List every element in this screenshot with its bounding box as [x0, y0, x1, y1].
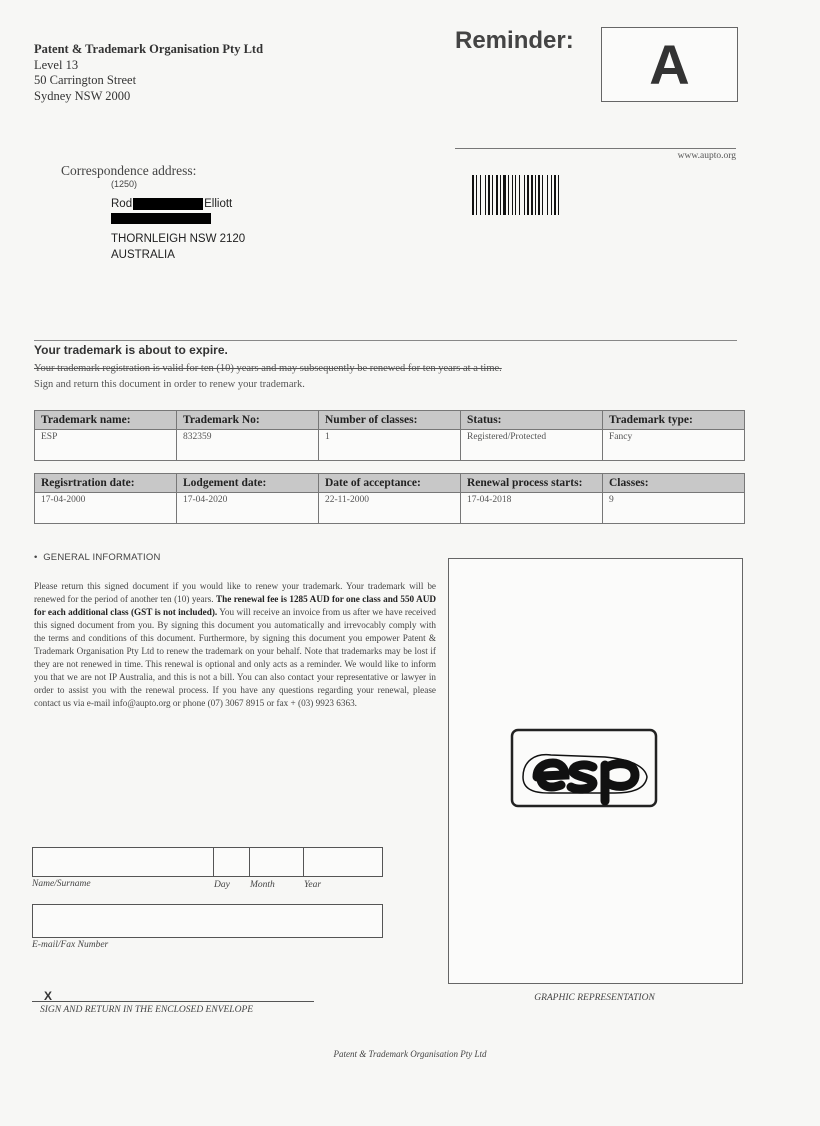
correspondence-title: Correspondence address: — [61, 163, 197, 178]
value-renewal-process-starts: 17-04-2018 — [461, 493, 603, 524]
sender-address — [34, 42, 263, 104]
value-status: Registered/Protected — [461, 430, 603, 461]
sender-line1: Level 13 — [34, 57, 79, 72]
month-field[interactable] — [249, 847, 304, 877]
signature-line[interactable] — [32, 1001, 314, 1002]
graphic-representation-label: GRAPHIC REPRESENTATION — [534, 993, 655, 1003]
correspondence-country: AUSTRALIA — [111, 248, 175, 261]
esp-logo-icon — [509, 727, 659, 811]
signature-mark: X — [44, 989, 53, 1003]
value-number-of-classes: 1 — [319, 430, 461, 461]
website-link[interactable]: www.aupto.org — [677, 151, 736, 161]
header-divider — [455, 148, 736, 149]
day-label: Day — [214, 880, 230, 890]
expire-text — [34, 361, 502, 393]
header-status: Status: — [461, 411, 603, 430]
email-fax-label: E-mail/Fax Number — [32, 940, 109, 950]
table-row — [35, 430, 745, 461]
value-trademark-no: 832359 — [177, 430, 319, 461]
value-classes: 9 — [603, 493, 745, 524]
header-classes: Classes: — [603, 474, 745, 493]
correspondence-last-name: Elliott — [204, 198, 233, 211]
correspondence-city-block — [111, 232, 245, 263]
table-header-row — [35, 411, 745, 430]
header-number-of-classes: Number of classes: — [319, 411, 461, 430]
header-trademark-type: Trademark type: — [603, 411, 745, 430]
correspondence-city: THORNLEIGH NSW 2120 — [111, 233, 246, 245]
name-surname-label: Name/Surname — [32, 879, 91, 889]
header-renewal-process-starts: Renewal process starts: — [461, 474, 603, 493]
reminder-letter: A — [649, 33, 690, 96]
header-date-of-acceptance: Date of acceptance: — [319, 474, 461, 493]
expire-line2: Sign and return this document in order to renew your trademark. — [34, 379, 305, 390]
trademark-dates-table — [34, 473, 745, 524]
sender-line2: 50 Carrington Street — [34, 73, 137, 87]
bullet-icon: • — [34, 552, 44, 563]
sender-name: Patent & Trademark Organisation Pty Ltd — [34, 42, 264, 56]
month-label: Month — [250, 880, 275, 890]
name-surname-field[interactable] — [32, 847, 214, 877]
reminder-label: Reminder: — [455, 27, 574, 54]
general-info-heading-text: GENERAL INFORMATION — [43, 552, 161, 563]
header-trademark-no: Trademark No: — [177, 411, 319, 430]
expire-line1: Your trademark registration is valid for ten (10) years and may subsequently be renewed for ten years at a time. — [34, 363, 502, 374]
header-registration-date: Regisrtration date: — [35, 474, 177, 493]
general-text-a: Please return this signed document if you would like to renew your trademark. Your trademark will be renewed for the period of another ten (10) years. — [34, 581, 436, 604]
value-trademark-type: Fancy — [603, 430, 745, 461]
header-trademark-name: Trademark name: — [35, 411, 177, 430]
value-trademark-name: ESP — [35, 430, 177, 461]
reminder-letter-box — [601, 27, 738, 102]
email-fax-field[interactable] — [32, 904, 383, 938]
table-header-row — [35, 474, 745, 493]
value-lodgement-date: 17-04-2020 — [177, 493, 319, 524]
general-text-b: You will receive an invoice from us after we have received this signed document from you. By signing this document you automatically and irrevocably comply with the terms and conditions of this document. Furthermore, by signing this document you empower Patent & Trademark Organisation Pty Ltd to renew the trademark on your behalf. Note that trademarks may be lost if they are not renewed in time. This renewal is optional and only acts as a reminder. We would like to inform you that we are not IP Australia, and this is not a bill. You can also contact your representative or lawyer in order to assist you with the renewal process. If you have any questions regarding your renewal, please contact us via e-mail info@aupto.org or phone (07) 3067 8915 or fax + (03) 9923 6363. — [34, 607, 436, 708]
graphic-representation-box — [448, 558, 743, 984]
section-divider — [34, 340, 737, 341]
redaction-bar — [133, 198, 203, 210]
expire-title: Your trademark is about to expire. — [34, 343, 228, 357]
redaction-bar — [111, 213, 211, 224]
sign-instruction: SIGN AND RETURN IN THE ENCLOSED ENVELOPE — [40, 1005, 254, 1015]
header-lodgement-date: Lodgement date: — [177, 474, 319, 493]
value-registration-date: 17-04-2000 — [35, 493, 177, 524]
general-info-text — [34, 580, 436, 710]
footer-company: Patent & Trademark Organisation Pty Ltd — [333, 1049, 487, 1059]
renewal-fee-text: The renewal fee is 1285 AUD for one class and 550 AUD for each additional class (GST is not included). — [34, 594, 436, 617]
barcode-icon — [472, 175, 610, 215]
value-date-of-acceptance: 22-11-2000 — [319, 493, 461, 524]
general-info-heading — [34, 552, 161, 563]
year-label: Year — [304, 880, 322, 890]
day-field[interactable] — [213, 847, 250, 877]
correspondence-code: (1250) — [111, 179, 138, 189]
year-field[interactable] — [303, 847, 383, 877]
correspondence-first-name: Rod — [111, 198, 133, 211]
sender-line3: Sydney NSW 2000 — [34, 88, 131, 103]
table-row — [35, 493, 745, 524]
correspondence-name — [111, 198, 232, 210]
trademark-details-table — [34, 410, 745, 461]
